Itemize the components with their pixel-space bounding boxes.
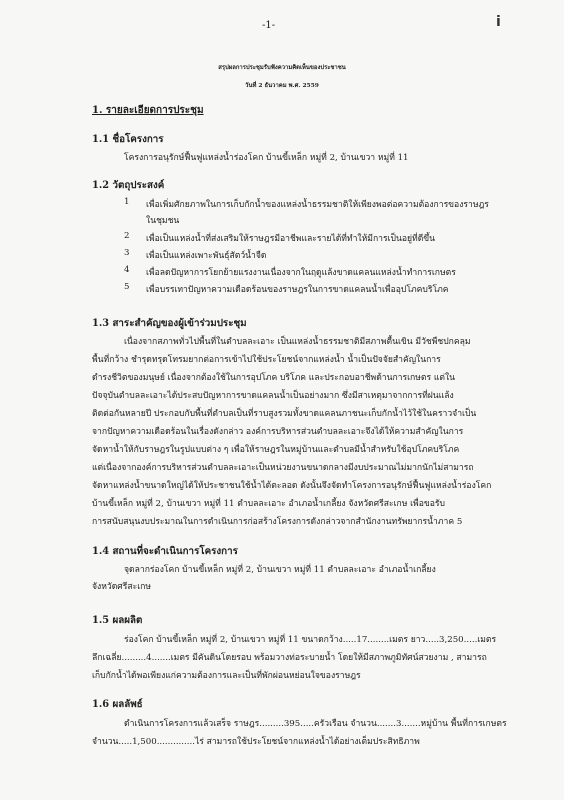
location-line: จุดลากร่องโคก บ้านขี้เหล็ก หมู่ที่ 2, บ้านเขวา หมู่ที่ 11 ตำบลละเอาะ อำเภอน้ำเกลี้ยง <box>124 565 436 575</box>
summary-line: จัดหาน้ำให้กับราษฎรในรูปแบบต่าง ๆ เพื่อให้ราษฎรในหมู่บ้านและตำบลมีน้ำสำหรับใช้อุปโภคบริโภค <box>92 445 460 455</box>
heading-meeting-summary: 1.3 สาระสำคัญของผู้เข้าร่วมประชุม <box>92 318 247 329</box>
objective-number: 3 <box>124 248 130 258</box>
location-line: จังหวัดศรีสะเกษ <box>92 582 152 592</box>
summary-line: ปัจจุบันตำบลละเอาะได้ประสบปัญหาการขาดแคลนน้ำเป็นอย่างมาก ซึ่งมีสาเหตุมาจากการที่ฝนแล้ง <box>92 391 454 401</box>
objective-item-continued: ในชุมชน <box>146 216 180 226</box>
summary-line: พื้นที่กว้าง ชำรุดทรุดโทรมยากต่อการเข้าไปใช้ประโยชน์จากแหล่งน้ำ น้ำเป็นปัจจัยสำคัญในการ <box>92 355 441 365</box>
objective-number: 5 <box>124 282 130 292</box>
document-title: สรุปผลการประชุมรับฟังความคิดเห็นของประชาชน <box>218 64 346 71</box>
summary-line: การสนับสนุนงบประมาณในการดำเนินการก่อสร้างโครงการดังกล่าวจากสำนักงานทรัพยากรน้ำภาค 5 <box>92 517 463 527</box>
outcomes-line: จำนวน.....1,500..............ไร่ สามารถใช้ประโยชน์จากแหล่งน้ำได้อย่างเต็มประสิทธิภาพ <box>92 737 420 747</box>
outcomes-line: ดำเนินการโครงการแล้วเสร็จ ราษฎร.........395.....ครัวเรือน จำนวน.......3.......หมู่บ้าน พื้นที่การเกษตร <box>124 719 507 729</box>
section-heading-details: 1. รายละเอียดการประชุม <box>92 105 204 116</box>
project-name-text: โครงการอนุรักษ์ฟื้นฟูแหล่งน้ำร่องโคก บ้านขี้เหล็ก หมู่ที่ 2, บ้านเขวา หมู่ที่ 11 <box>124 153 409 163</box>
outputs-line: ร่องโคก บ้านขี้เหล็ก หมู่ที่ 2, บ้านเขวา หมู่ที่ 11 ขนาดกว้าง.....17........เมตร ยาว.....3,250.....เมตร <box>124 635 497 645</box>
objective-item: เพื่อบรรเทาปัญหาความเดือดร้อนของราษฎรในการขาดแคลนน้ำเพื่ออุปโภคบริโภค <box>146 285 449 295</box>
outputs-line: เก็บกักน้ำได้พอเพียงแก่ความต้องการและเป็นที่พักผ่อนหย่อนใจของราษฎร <box>92 671 361 681</box>
objective-item: เพื่อเป็นแหล่งน้ำที่ส่งเสริมให้ราษฎรมีอาชีพและรายได้ที่ทำให้มีการเป็นอยู่ที่ดีขึ้น <box>146 234 436 244</box>
summary-line: ติดต่อกันหลายปี ประกอบกับพื้นที่ตำบลเป็นที่ราบสูงรวมทั้งขาดแคลนภาชนะเก็บกักน้ำไว้ใช้ในคราวจำเป็น <box>92 409 477 419</box>
summary-line: จัดหาแหล่งน้ำขนาดใหญ่ได้ให้ประชาชนใช้น้ำได้ตะลอด ดังนั้นจึงจัดทำโครงการอนุรักษ์ฟื้นฟูแหล่งน้ำร่องโคก <box>92 481 492 491</box>
heading-outputs: 1.5 ผลผลิต <box>92 615 143 626</box>
document-date: วันที่ 2 ธันวาคม พ.ศ. 2559 <box>245 82 319 89</box>
objective-number: 1 <box>124 197 130 207</box>
summary-line: จากปัญหาความเดือดร้อนในเรื่องดังกล่าว องค์การบริหารส่วนตำบลละเอาะจึงได้ให้ความสำคัญในการ <box>92 427 464 437</box>
summary-line: บ้านขี้เหล็ก หมู่ที่ 2, บ้านเขวา หมู่ที่ 11 ตำบลละเอาะ อำเภอน้ำเกลี้ยง จังหวัดศรีสะเกษ เพื่อขอรับ <box>92 499 445 509</box>
objective-item: เพื่อเป็นแหล่งเพาะพันธุ์สัตว์น้ำจืด <box>146 251 267 261</box>
page-number: -1- <box>262 20 276 31</box>
heading-objectives: 1.2 วัตถุประสงค์ <box>92 180 165 191</box>
objective-number: 2 <box>124 231 130 241</box>
corner-mark-icon: ⅰ <box>496 14 501 30</box>
heading-project-location: 1.4 สถานที่จะดำเนินการโครงการ <box>92 546 238 557</box>
summary-line: ดำรงชีวิตของมนุษย์ เนื่องจากต้องใช้ในการอุปโภค บริโภค และประกอบอาชีพด้านการเกษตร แต่ใน <box>92 373 456 383</box>
objective-item: เพื่อลดปัญหาการโยกย้ายแรงงานเนื่องจากในฤดูแล้งขาดแคลนแหล่งน้ำทำการเกษตร <box>146 268 456 278</box>
objective-number: 4 <box>124 265 130 275</box>
summary-line: แต่เนื่องจากองค์การบริหารส่วนตำบลละเอาะเป็นหน่วยงานขนาดกลางมีงบประมาณไม่มากนักไม่สามารถ <box>92 463 474 473</box>
heading-outcomes: 1.6 ผลลัพธ์ <box>92 699 143 710</box>
outputs-line: ลึกเฉลี่ย.........4.......เมตร มีคันดินโดยรอบ พร้อมวางท่อระบายน้ำ โดยให้มีสภาพภูมิทัศน์สวยงาม , สามารถ <box>92 653 487 663</box>
summary-line: เนื่องจากสภาพทั่วไปพื้นที่ในตำบลละเอาะ เป็นแหล่งน้ำธรรมชาติมีสภาพตื้นเขิน มีวัชพืชปกคลุม <box>124 337 471 347</box>
heading-project-name: 1.1 ชื่อโครงการ <box>92 134 164 145</box>
objective-item: เพื่อเพิ่มศักยภาพในการเก็บกักน้ำของแหล่งน้ำธรรมชาติให้เพียงพอต่อความต้องการของราษฎร <box>146 200 489 210</box>
